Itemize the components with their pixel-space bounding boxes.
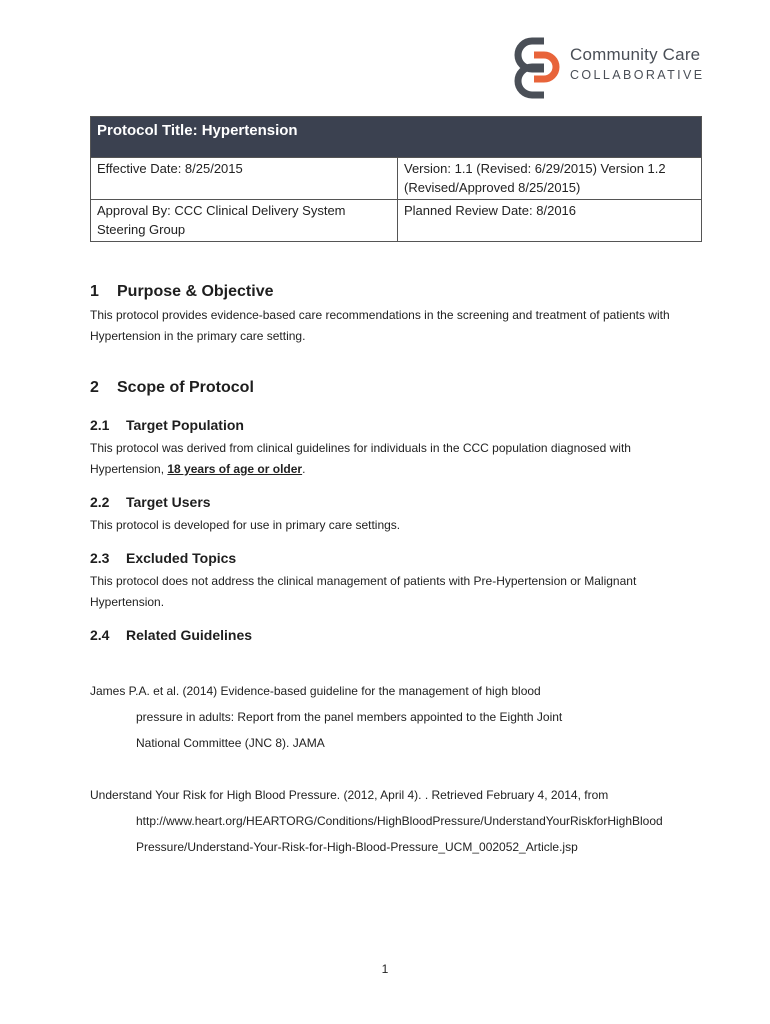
subsection-number: 2.2 — [90, 494, 110, 510]
effective-date: Effective Date: 8/25/2015 — [91, 158, 398, 200]
subsection-heading-target-population — [90, 417, 244, 433]
subsection-title: Excluded Topics — [126, 550, 237, 566]
subsection-number: 2.1 — [90, 417, 110, 433]
subsection-heading-excluded-topics — [90, 550, 236, 566]
subsection-heading-related-guidelines — [90, 627, 252, 643]
section-number: 1 — [90, 283, 99, 300]
approval-info: Approval By: CCC Clinical Delivery System Steering Group — [91, 200, 398, 242]
planned-review-date: Planned Review Date: 8/2016 — [398, 200, 702, 242]
reference-line: James P.A. et al. (2014) Evidence-based guideline for the management of high blood — [90, 684, 541, 698]
section-heading-scope — [90, 379, 254, 397]
organization-logo — [510, 37, 710, 97]
version-info: Version: 1.1 (Revised: 6/29/2015) Version 1.2 (Revised/Approved 8/25/2015) — [398, 158, 702, 200]
section-title: Scope of Protocol — [117, 379, 254, 396]
logo-name-line1: Community Care — [570, 45, 701, 64]
page-number: 1 — [381, 962, 389, 976]
body-text-end: . — [302, 462, 306, 476]
reference-line: Understand Your Risk for High Blood Pressure. (2012, April 4). . Retrieved February 4, 2014, from — [90, 788, 609, 802]
subsection-title: Target Users — [126, 494, 211, 510]
section-number: 2 — [90, 379, 99, 396]
reference-line: National Committee (JNC 8). JAMA — [136, 736, 325, 750]
protocol-info-table — [90, 116, 702, 242]
subsection-title: Related Guidelines — [126, 627, 253, 643]
subsection-body-target-users: This protocol is developed for use in primary care settings. — [90, 518, 401, 532]
section-title: Purpose & Objective — [117, 283, 274, 300]
logo-name-line2: COLLABORATIVE — [570, 68, 705, 82]
reference-line: pressure in adults: Report from the panel members appointed to the Eighth Joint — [136, 710, 563, 724]
section-heading-purpose — [90, 283, 274, 301]
age-emphasis: 18 years of age or older — [167, 462, 303, 476]
subsection-body-excluded-topics: This protocol does not address the clinical management of patients with Pre-Hypertension or Malignant Hypertension. — [90, 574, 637, 609]
reference-item — [90, 678, 710, 756]
subsection-number: 2.3 — [90, 550, 110, 566]
subsection-heading-target-users — [90, 494, 211, 510]
reference-url-line: Pressure/Understand-Your-Risk-for-High-Blood-Pressure_UCM_002052_Article.jsp — [136, 840, 578, 854]
logo-mark-icon — [510, 37, 566, 99]
body-text: This protocol was derived from clinical guidelines for individuals in the CCC population diagnosed with Hypertension, — [90, 441, 631, 476]
section-body-purpose: This protocol provides evidence-based care recommendations in the screening and treatment of patients with Hypertension in the primary care setting. — [90, 308, 670, 343]
subsection-number: 2.4 — [90, 627, 110, 643]
subsection-body-target-population — [90, 438, 700, 480]
reference-url-line: http://www.heart.org/HEARTORG/Conditions/HighBloodPressure/UnderstandYourRiskforHighBlood — [136, 814, 663, 828]
protocol-title: Protocol Title: Hypertension — [91, 117, 702, 158]
subsection-title: Target Population — [126, 417, 244, 433]
logo-text — [570, 45, 704, 83]
reference-item — [90, 782, 710, 860]
